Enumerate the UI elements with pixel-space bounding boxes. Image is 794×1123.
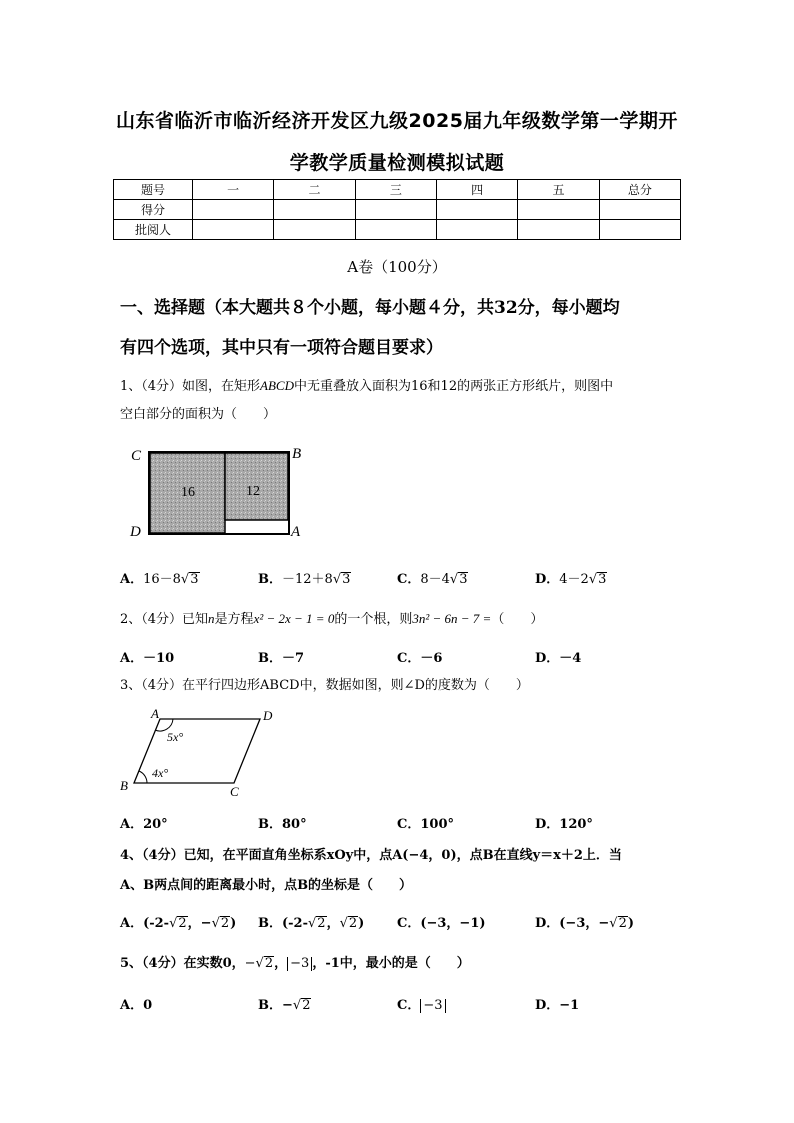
q2-prefix: 2、（4分）已知 xyxy=(120,612,209,627)
angle-B-arc xyxy=(139,771,147,783)
option-label: B． xyxy=(258,572,282,587)
question-4-line1: 4、（4分）已知，在平面直角坐标系xOy中，点A(−4，0)，点B在直线y＝x＋2上．当 xyxy=(120,848,622,863)
score-row-label: 批阅人 xyxy=(114,220,193,240)
q1-option-D[interactable] xyxy=(535,568,607,587)
option-value: B．(-2- xyxy=(258,916,308,931)
exam-title-line2: 学教学质量检测模拟试题 xyxy=(289,152,505,174)
q5-option-B[interactable] xyxy=(258,994,311,1013)
option-value: C． xyxy=(397,998,421,1013)
option-value: －12＋8 xyxy=(282,572,333,587)
q5-option-D[interactable]: D．−1 xyxy=(535,998,580,1013)
question-1-line2: 空白部分的面积为（ ） xyxy=(120,407,277,422)
sqrt-icon: √ xyxy=(449,572,459,587)
vertex-D: D xyxy=(263,708,273,723)
vertex-B: B xyxy=(292,446,302,462)
question-2 xyxy=(120,605,680,634)
question-3: 3、（4分）在平行四边形ABCD中，数据如图，则∠D的度数为（ ） xyxy=(120,678,529,693)
option-label: D． xyxy=(535,572,560,587)
vertex-C: C xyxy=(131,448,142,464)
score-header-cell: 二 xyxy=(274,180,355,200)
square-12-label: 12 xyxy=(246,484,260,499)
q1-text: 中无重叠放入面积为16和12的两张正方形纸片，则图中 xyxy=(294,379,614,394)
radicand: 2 xyxy=(348,916,358,931)
radicand: 3 xyxy=(342,572,351,587)
option-value: ，− xyxy=(187,916,212,931)
radicand: 2 xyxy=(220,916,230,931)
exam-title-line1: 山东省临沂市临沂经济开发区九级2025届九年级数学第一学期开 xyxy=(116,110,678,132)
abs-value: −3 xyxy=(420,999,445,1013)
radicand: 2 xyxy=(264,956,274,971)
sqrt-icon: √ xyxy=(609,916,618,931)
q5-option-A[interactable]: A．0 xyxy=(120,998,153,1013)
question-4-line2: A、B两点间的距离最小时，点B的坐标是（ ） xyxy=(120,878,413,893)
q4-option-C[interactable]: C．(−3，−1) xyxy=(397,916,486,931)
q5-text: ，-1中，最小的是（ ） xyxy=(312,956,470,971)
score-cell[interactable] xyxy=(193,220,274,240)
score-table-row xyxy=(114,220,681,240)
score-cell[interactable] xyxy=(518,200,599,220)
option-value: A．(-2- xyxy=(120,916,170,931)
score-cell[interactable] xyxy=(274,200,355,220)
q2-text: 是方程 xyxy=(214,612,254,627)
q2-expression: 3n² − 6n − 7 = xyxy=(412,611,492,626)
section-heading-line2: 有四个选项，其中只有一项符合题目要求） xyxy=(120,338,443,358)
sqrt-icon: √ xyxy=(588,572,598,587)
question-5 xyxy=(120,950,680,978)
q2-equation: x² − 2x − 1 = 0 xyxy=(253,611,335,626)
score-cell[interactable] xyxy=(599,200,680,220)
score-header-cell: 三 xyxy=(355,180,436,200)
score-table-row xyxy=(114,200,681,220)
q1-option-A[interactable] xyxy=(120,568,200,587)
radicand: 2 xyxy=(618,916,627,931)
radicand: 3 xyxy=(459,572,468,587)
question-1-line1 xyxy=(120,372,680,401)
vertex-A: A xyxy=(151,706,159,721)
radicand: 2 xyxy=(178,916,187,931)
q4-option-A[interactable] xyxy=(120,912,236,931)
score-cell[interactable] xyxy=(193,200,274,220)
score-header-cell: 一 xyxy=(193,180,274,200)
q3-option-D[interactable]: D．120° xyxy=(535,817,593,832)
sqrt-icon: √ xyxy=(339,916,348,931)
score-header-cell: 题号 xyxy=(114,180,193,200)
q1-var: ABCD xyxy=(260,378,294,393)
q1-prefix: 1、（4分）如图，在矩形 xyxy=(120,379,261,394)
q3-option-B[interactable]: B．80° xyxy=(258,817,307,832)
angle-B-label: 4x° xyxy=(152,766,169,780)
option-value: 4－2 xyxy=(559,572,589,587)
q4-option-B[interactable] xyxy=(258,912,364,931)
sqrt-icon: √ xyxy=(332,572,342,587)
q2-option-D[interactable]: D．－4 xyxy=(535,651,582,666)
radicand: 2 xyxy=(317,916,326,931)
sqrt-icon: √ xyxy=(211,916,220,931)
sqrt-icon: √ xyxy=(292,998,302,1013)
option-label: A． xyxy=(120,572,144,587)
q2-blank: （ ） xyxy=(491,612,544,627)
score-cell[interactable] xyxy=(436,200,517,220)
sqrt-icon: √ xyxy=(180,572,190,587)
radicand: 2 xyxy=(302,998,311,1013)
q2-text: 的一个根，则 xyxy=(334,612,413,627)
score-cell[interactable] xyxy=(355,200,436,220)
score-table xyxy=(113,179,681,240)
q5-sep: ， xyxy=(274,956,288,971)
q1-option-C[interactable] xyxy=(397,568,468,587)
radicand: 3 xyxy=(190,572,199,587)
score-cell[interactable] xyxy=(518,220,599,240)
radicand: 3 xyxy=(598,572,607,587)
q3-option-A[interactable]: A．20° xyxy=(120,817,168,832)
option-value: ) xyxy=(230,916,237,931)
score-cell[interactable] xyxy=(599,220,680,240)
rectangle-figure xyxy=(125,440,315,540)
q2-option-A[interactable]: A．－10 xyxy=(120,651,175,666)
sqrt-icon: √ xyxy=(255,956,264,971)
option-value: ) xyxy=(358,916,365,931)
score-table-header-row xyxy=(114,180,681,200)
q1-option-B[interactable] xyxy=(258,568,351,587)
q5-text: 5、（4分）在实数0， xyxy=(120,956,245,971)
score-cell[interactable] xyxy=(274,220,355,240)
option-value: B．− xyxy=(258,998,293,1013)
sqrt-icon: √ xyxy=(169,916,178,931)
angle-A-label: 5x° xyxy=(167,730,184,744)
square-16-label: 16 xyxy=(181,485,195,500)
option-value: ， xyxy=(326,916,340,931)
option-value: 16－8 xyxy=(143,572,181,587)
score-header-cell: 五 xyxy=(518,180,599,200)
parallelogram-figure xyxy=(115,705,290,800)
score-header-cell: 总分 xyxy=(599,180,680,200)
vertex-B: B xyxy=(120,778,128,793)
q5-option-C[interactable] xyxy=(397,994,446,1013)
vertex-D: D xyxy=(130,524,141,540)
option-value: D．(−3，− xyxy=(535,916,610,931)
score-row-label: 得分 xyxy=(114,200,193,220)
q2-option-B[interactable]: B．－7 xyxy=(258,651,305,666)
option-value: ) xyxy=(627,916,634,931)
option-value: 8－4 xyxy=(420,572,450,587)
vertex-C: C xyxy=(230,784,239,799)
score-cell[interactable] xyxy=(355,220,436,240)
option-label: C． xyxy=(397,572,421,587)
q2-var: n xyxy=(208,611,215,626)
q5-neg: − xyxy=(244,956,256,971)
q4-option-D[interactable] xyxy=(535,912,634,931)
paper-part-heading: A卷（100分） xyxy=(347,258,447,276)
abs-value: −3 xyxy=(287,957,312,971)
vertex-A: A xyxy=(291,524,301,540)
section-heading-line1: 一、选择题（本大题共８个小题，每小题４分，共32分，每小题均 xyxy=(120,298,620,318)
q2-option-C[interactable]: C．－6 xyxy=(397,651,443,666)
score-cell[interactable] xyxy=(436,220,517,240)
q3-option-C[interactable]: C．100° xyxy=(397,817,454,832)
sqrt-icon: √ xyxy=(307,916,317,931)
score-header-cell: 四 xyxy=(436,180,517,200)
